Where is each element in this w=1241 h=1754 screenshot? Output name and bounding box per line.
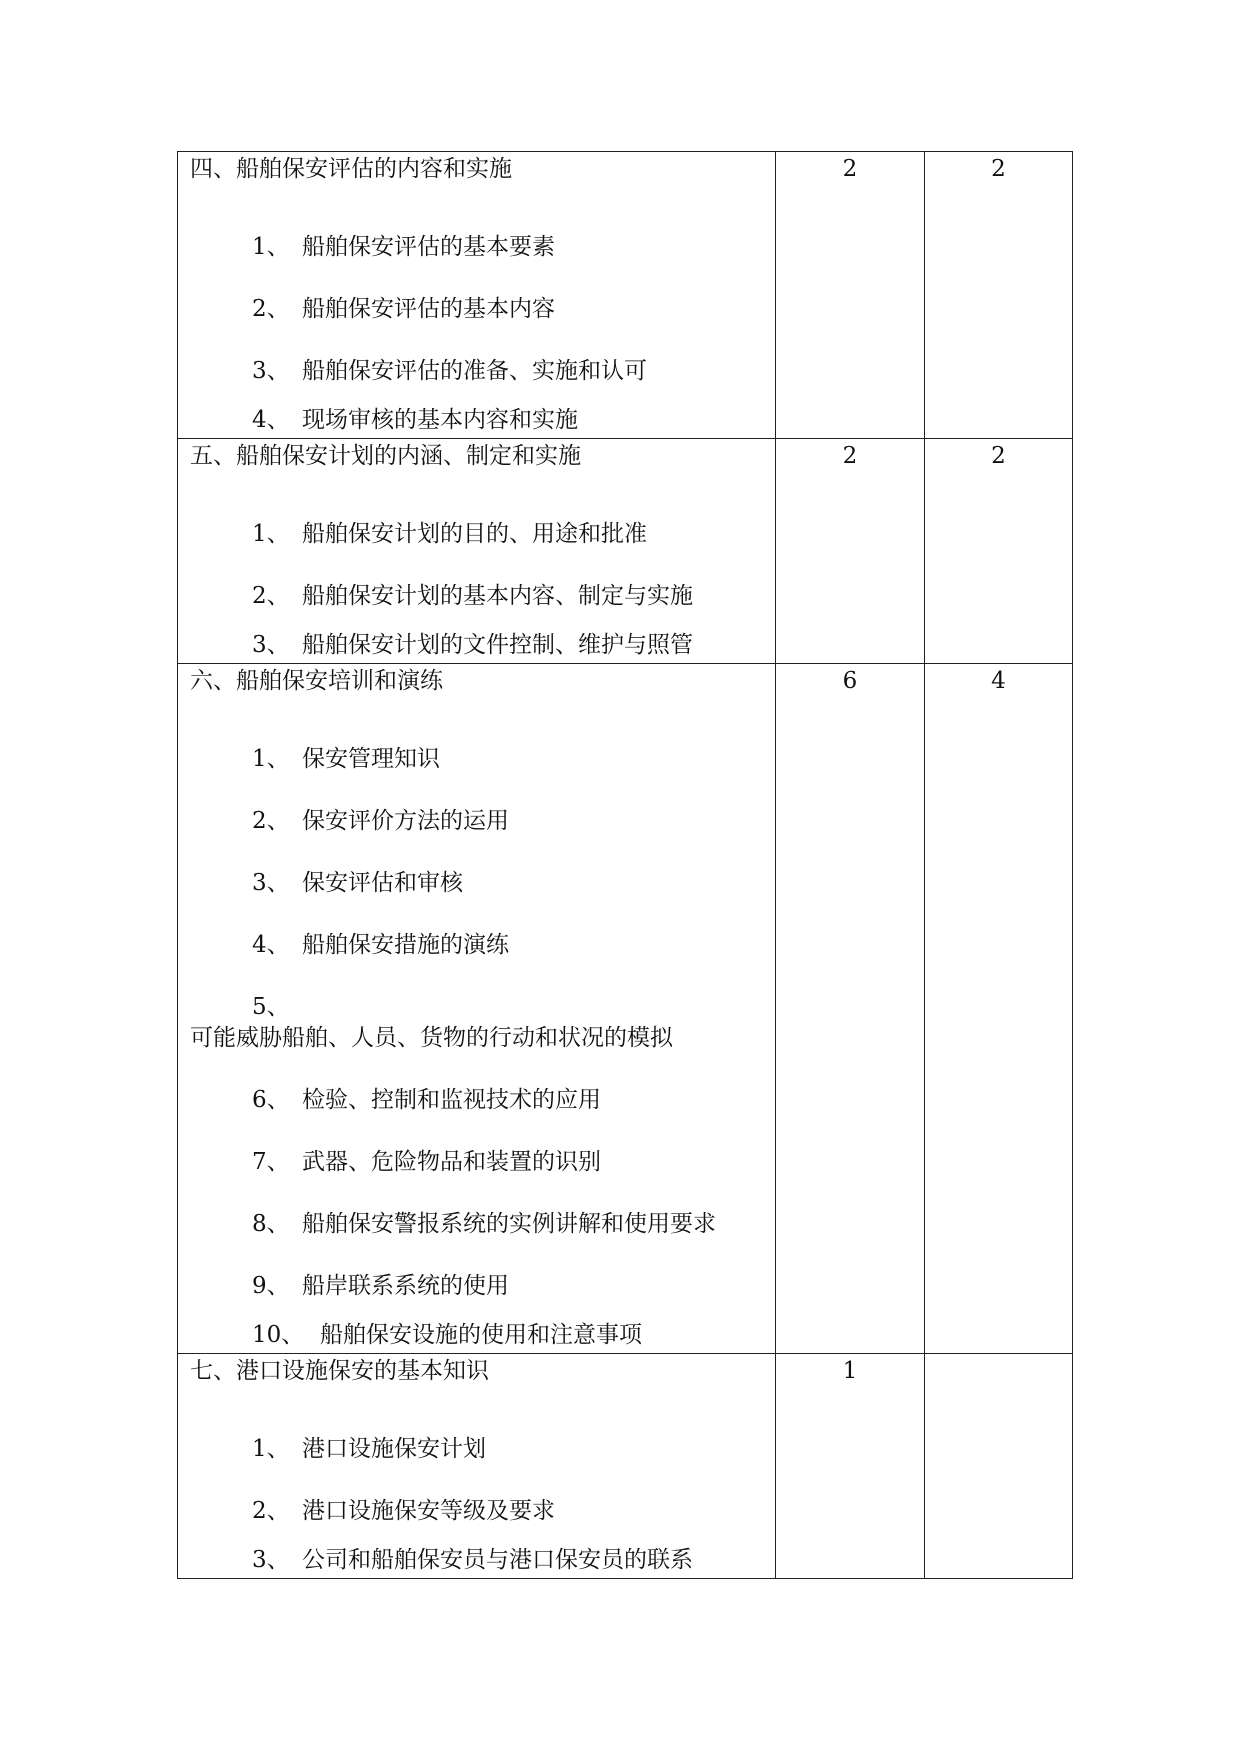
item-text: 船舶保安评估的准备、实施和认可: [302, 358, 647, 384]
item-text: 港口设施保安等级及要求: [302, 1498, 555, 1524]
item-number: 3、: [252, 358, 290, 384]
section-content-cell: [178, 439, 776, 664]
syllabus-table: [177, 151, 1073, 1579]
section-content-cell: [178, 1354, 776, 1579]
item-number: 4、: [252, 932, 290, 958]
list-item: [190, 278, 767, 340]
table-row: [178, 152, 1073, 439]
list-item: [190, 340, 767, 402]
table-row: [178, 1354, 1073, 1579]
list-item: [190, 503, 767, 565]
item-number: 2、: [252, 583, 290, 609]
item-number: 10、: [252, 1322, 305, 1348]
section-heading: 四、船舶保安评估的内容和实施: [190, 156, 512, 182]
item-number: 3、: [252, 1547, 290, 1573]
item-text: 船舶保安计划的基本内容、制定与实施: [302, 583, 693, 609]
hours-cell-a: 2: [776, 152, 925, 439]
item-text: 船舶保安评估的基本要素: [302, 234, 555, 260]
item-text: 船舶保安措施的演练: [302, 932, 509, 958]
item-text: 可能威胁船舶、人员、货物的行动和状况的模拟: [190, 1025, 673, 1051]
hours-cell-a: 1: [776, 1354, 925, 1579]
item-text: 船舶保安警报系统的实例讲解和使用要求: [302, 1211, 716, 1237]
list-item: [190, 790, 767, 852]
item-number: 3、: [252, 632, 290, 658]
item-text: 保安管理知识: [302, 746, 440, 772]
list-item: [190, 1418, 767, 1480]
list-item: [190, 1193, 767, 1255]
item-number: 3、: [252, 870, 290, 896]
item-number: 5、: [252, 994, 290, 1020]
item-number: 8、: [252, 1211, 290, 1237]
item-number: 1、: [252, 521, 290, 547]
list-item: [190, 1131, 767, 1193]
item-text: 船舶保安计划的文件控制、维护与照管: [302, 632, 693, 658]
table-row: [178, 439, 1073, 664]
item-text: 保安评估和审核: [302, 870, 463, 896]
section-heading: 六、船舶保安培训和演练: [190, 668, 443, 694]
list-item: [190, 565, 767, 627]
hours-cell-b: 2: [925, 439, 1073, 664]
list-item: [190, 1542, 767, 1578]
item-text: 船舶保安设施的使用和注意事项: [320, 1322, 642, 1348]
item-text: 船舶保安计划的目的、用途和批准: [302, 521, 647, 547]
item-text: 公司和船舶保安员与港口保安员的联系: [302, 1547, 693, 1573]
list-item: [190, 1317, 767, 1353]
list-item: [190, 627, 767, 663]
section-heading: 七、港口设施保安的基本知识: [190, 1358, 489, 1384]
hours-cell-b: [925, 1354, 1073, 1579]
hours-cell-b: 2: [925, 152, 1073, 439]
hours-cell-a: 6: [776, 664, 925, 1354]
item-text: 现场审核的基本内容和实施: [302, 407, 578, 433]
item-number: 2、: [252, 1498, 290, 1524]
list-item: [190, 1069, 767, 1131]
item-text: 港口设施保安计划: [302, 1436, 486, 1462]
item-text: 武器、危险物品和装置的识别: [302, 1149, 601, 1175]
hours-cell-a: 2: [776, 439, 925, 664]
table-row: [178, 664, 1073, 1354]
hours-cell-b: 4: [925, 664, 1073, 1354]
list-item: [190, 976, 767, 1069]
item-number: 2、: [252, 808, 290, 834]
item-text: 船舶保安评估的基本内容: [302, 296, 555, 322]
item-number: 4、: [252, 407, 290, 433]
section-content-cell: [178, 664, 776, 1354]
item-number: 1、: [252, 746, 290, 772]
item-number: 6、: [252, 1087, 290, 1113]
list-item: [190, 216, 767, 278]
item-number: 9、: [252, 1273, 290, 1299]
list-item: [190, 728, 767, 790]
list-item: [190, 402, 767, 438]
item-text: 船岸联系系统的使用: [302, 1273, 509, 1299]
list-item: [190, 1480, 767, 1542]
item-number: 1、: [252, 1436, 290, 1462]
item-number: 7、: [252, 1149, 290, 1175]
item-number: 2、: [252, 296, 290, 322]
item-text: 检验、控制和监视技术的应用: [302, 1087, 601, 1113]
list-item: [190, 1255, 767, 1317]
section-content-cell: [178, 152, 776, 439]
item-text: 保安评价方法的运用: [302, 808, 509, 834]
list-item: [190, 914, 767, 976]
item-number: 1、: [252, 234, 290, 260]
list-item: [190, 852, 767, 914]
section-heading: 五、船舶保安计划的内涵、制定和实施: [190, 443, 581, 469]
